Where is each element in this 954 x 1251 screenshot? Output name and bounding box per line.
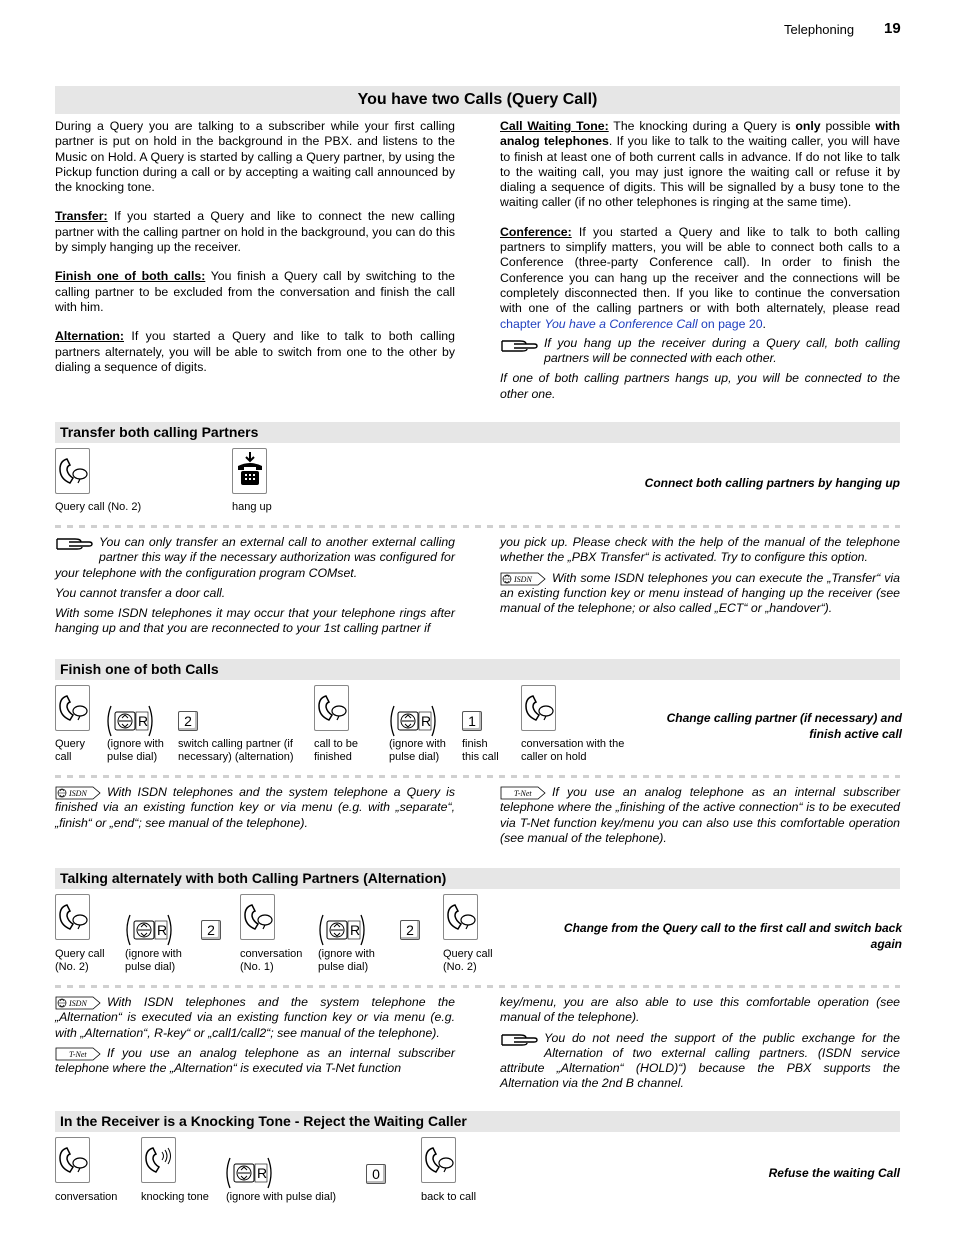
alternation-text: If you started a Query and like to talk to both calling partners alternately, you will be able to switch from one to the other by dialing a sequence of digits.: [55, 329, 455, 374]
svg-text:R: R: [157, 922, 168, 938]
link-part: chapter: [500, 316, 545, 331]
svg-text:R: R: [257, 1165, 268, 1181]
step-caption: conversation (No. 1): [240, 948, 303, 973]
r-key-icon: [316, 913, 368, 947]
conference-paragraph: [500, 225, 900, 332]
conf-text: If you started a Query and like to talk to both calling partners to simplify matters, you will be able to connect both calls to a Conference (three-party Conference call). In order to finish the Conference you can hang up the receiver and the connections will be completely disconnected then. If you like to continue the conversation with one of the calling partners or with both alternately, please read: [500, 224, 900, 316]
note-paragraph: [500, 1031, 900, 1092]
step-caption: Query call: [55, 738, 85, 763]
r-key-icon: [223, 1156, 275, 1190]
svg-text:R: R: [421, 713, 432, 729]
section-title: In the Receiver is a Knocking Tone - Reject the Waiting Caller: [60, 1113, 467, 1129]
step-caption: Query call (No. 2): [55, 501, 142, 513]
step-caption: back to call: [421, 1191, 477, 1203]
step-caption: (ignore with pulse dial): [107, 738, 164, 763]
note-text: With some ISDN telephones you can execute the „Transfer“ via an existing function key or menu instead of hanging up the receiver (see manual of the telephone; or also called „ECT“ or „handover“).: [500, 570, 900, 616]
tnet-tag-icon: [500, 786, 546, 800]
knocking-handset-icon: [141, 1137, 176, 1183]
step-caption: (ignore with pulse dial): [318, 948, 375, 973]
digit-key: 0: [366, 1164, 386, 1184]
step-caption: call to be finished: [314, 738, 359, 763]
svg-text:R: R: [138, 713, 149, 729]
step-caption: Query call (No. 2): [55, 948, 105, 973]
conference-link[interactable]: [500, 317, 763, 331]
dotted-divider: [55, 775, 900, 778]
note-paragraph: With some ISDN telephones it may occur that your telephone rings after hanging up and that you are reconnected to your 1st calling partner if: [55, 606, 455, 636]
handset-icon: [55, 448, 90, 494]
section-title: Talking alternately with both Calling Partners (Alternation): [60, 870, 447, 886]
hand-pointer-icon: [500, 1031, 540, 1049]
cwt-text: . If you like to talk to the waiting caller, you will have to finish at least one of both current calls in advance. If do not like to talk to the waiting call, you may just ignore the waiting call or refuse it by dialing a sequence of digits. This will be signalled by a busy tone to the waiting caller (if no other telephones is ringing at the same time).: [500, 134, 900, 210]
section-title: Finish one of both Calls: [60, 661, 219, 677]
note-text: With ISDN telephones and the system telephone the „Alternation“ is executed via an existing function key or via menu (e.g. with „Alternation“, R-key“ or „call1/call2“; see manual of the telephone).: [55, 995, 455, 1040]
handset-icon: [443, 894, 478, 940]
step-caption: hang up: [232, 501, 272, 513]
step-caption: switch calling partner (if necessary) (alternation): [178, 738, 294, 763]
note-paragraph: You cannot transfer a door call.: [55, 585, 226, 600]
handset-icon: [55, 894, 90, 940]
step-caption: knocking tone: [141, 1191, 209, 1203]
note-paragraph: [55, 785, 455, 831]
tag-label: ISDN: [69, 789, 87, 798]
note-paragraph: you pick up. Please check with the help of the manual of the telephone whether the „PBX Transfer“ is activated. Try to configure this option.: [500, 535, 900, 565]
cwt-only: only: [795, 119, 821, 133]
hangs-up-note: If one of both calling partners hangs up, you will be connected to the other one.: [500, 371, 900, 401]
cwt-text: possible: [820, 119, 876, 133]
handset-icon: [55, 1137, 90, 1183]
note-text: If you use an analog telephone as an internal subscriber telephone where the „Alternation“ is executed via T-Net function: [55, 1045, 455, 1076]
step-caption: (ignore with pulse dial): [226, 1191, 337, 1203]
digit-key: 2: [201, 920, 221, 940]
intro-paragraph: During a Query you are talking to a subscriber while your first calling partner is put on hold in the background in the PBX. and listens to the Music on Hold. A Query is started by calling a Query partner, by using the Pickup function during a call or by accepting a waiting call announced by the knocking tone.: [55, 119, 455, 195]
step-caption: (ignore with pulse dial): [125, 948, 182, 973]
hand-pointer-icon: [55, 535, 95, 553]
note-paragraph: key/menu, you are also able to use this comfortable operation (see manual of the telephone).: [500, 995, 900, 1025]
handset-icon: [314, 685, 349, 731]
finish-text: You finish a Query call by switching to the calling partner to be excluded from the conversation and finish the call with him.: [55, 269, 455, 314]
hangup-phone-icon: [232, 448, 267, 494]
note-paragraph: [55, 995, 455, 1041]
handset-icon: [521, 685, 556, 731]
alternation-label: Alternation:: [55, 329, 124, 344]
intro-left-column: [55, 119, 455, 389]
conf-label: Conference:: [500, 224, 572, 239]
page-number: 19: [884, 20, 901, 37]
transfer-label: Transfer:: [55, 209, 108, 224]
header-section: Telephoning: [784, 22, 855, 37]
digit-key: 1: [462, 711, 482, 731]
hand-pointer-icon: [500, 337, 540, 355]
step-caption: conversation with the caller on hold: [521, 738, 625, 763]
tag-label: ISDN: [69, 999, 87, 1008]
page-title: You have two Calls (Query Call): [357, 91, 598, 108]
alternation-notes-left: [55, 995, 455, 1081]
note-text: You do not need the support of the public exchange for the Alternation of two external calling partners. (ISDN service attribute „Alternation“ (HOLD)“) because the PBX supports the Alternation via the 2nd B channel.: [500, 1030, 900, 1091]
hangup-note: [500, 336, 900, 367]
cwt-text: The knocking during a Query is: [608, 119, 796, 133]
link-part: on page 20: [697, 316, 763, 331]
transfer-notes-left: [55, 535, 455, 642]
finish-section-bar: [55, 659, 900, 680]
note-text: You can only transfer an external call to another external calling partner this way if the necessary authorization was configured for your telephone with the configuration program COMset.: [55, 535, 455, 580]
step-caption: conversation: [55, 1191, 118, 1203]
note-paragraph: [500, 785, 900, 846]
finish-label: Finish one of both calls:: [55, 269, 206, 284]
cwt-with: with analog telephones: [500, 119, 900, 149]
handset-icon: [55, 685, 90, 731]
action-description: Connect both calling partners by hanging up: [644, 476, 900, 490]
finish-paragraph: [55, 269, 455, 315]
alternation-notes-right: [500, 995, 900, 1097]
isdn-tag-icon: [500, 572, 546, 586]
digit-key: 2: [400, 920, 420, 940]
transfer-text: If you started a Query and like to connect the new calling partner with the calling partner on hold in the background, you can do this by simply hanging up the receiver.: [55, 209, 455, 255]
transfer-notes-right: [500, 535, 900, 621]
title-bar: [55, 86, 900, 114]
alternation-section-bar: [55, 868, 900, 889]
svg-text:R: R: [350, 922, 361, 938]
cwt-label: Call Waiting Tone:: [500, 119, 609, 133]
r-key-icon: [104, 704, 156, 738]
isdn-tag-icon: [55, 996, 101, 1010]
action-description: Change from the Query call to the first call and switch back again: [563, 921, 902, 951]
handset-icon: [421, 1137, 456, 1183]
step-caption: finish this call: [462, 738, 499, 763]
tnet-tag-icon: [55, 1047, 101, 1061]
link-part: You have a Conference Call: [544, 316, 698, 331]
dotted-divider: [55, 525, 900, 528]
tag-label: T-Net: [514, 789, 532, 798]
intro-right-column: [500, 119, 900, 402]
section-title: Transfer both calling Partners: [60, 424, 259, 440]
r-key-icon: [123, 913, 175, 947]
note-paragraph: [55, 1046, 455, 1077]
note-text: With ISDN telephones and the system telephone a Query is finished via an existing function key or via menu (e.g. with „separate“, „finish“ or „end“; see manual of the telephone).: [55, 785, 455, 830]
tag-label: ISDN: [514, 574, 532, 584]
note-paragraph: [500, 571, 900, 617]
step-caption: Query call (No. 2): [443, 948, 493, 973]
conf-end: .: [762, 316, 766, 331]
finish-notes-left: [55, 785, 455, 836]
isdn-tag-icon: [55, 786, 101, 800]
action-description: Change calling partner (if necessary) and finish active call: [666, 711, 902, 741]
r-key-icon: [387, 704, 439, 738]
note-text: If you use an analog telephone as an internal subscriber telephone where the „finishing of the active connection“ is to be executed via T-Net function key/menu you can also use this comfortable operation (see manual of the telephone).: [500, 785, 900, 845]
action-description: Refuse the waiting Call: [768, 1166, 900, 1180]
transfer-paragraph: [55, 209, 455, 255]
reject-section-bar: [55, 1111, 900, 1132]
step-caption: (ignore with pulse dial): [389, 738, 446, 763]
transfer-section-bar: [55, 422, 900, 443]
call-waiting-paragraph: [500, 119, 900, 211]
digit-key: 2: [178, 711, 198, 731]
alternation-paragraph: [55, 329, 455, 375]
note-text: If you hang up the receiver during a Query call, both calling partners will be connected with each other.: [544, 335, 900, 366]
note-paragraph: [55, 535, 455, 581]
dotted-divider: [55, 985, 900, 988]
finish-notes-right: [500, 785, 900, 851]
tag-label: T-Net: [69, 1049, 87, 1059]
handset-icon: [240, 894, 275, 940]
